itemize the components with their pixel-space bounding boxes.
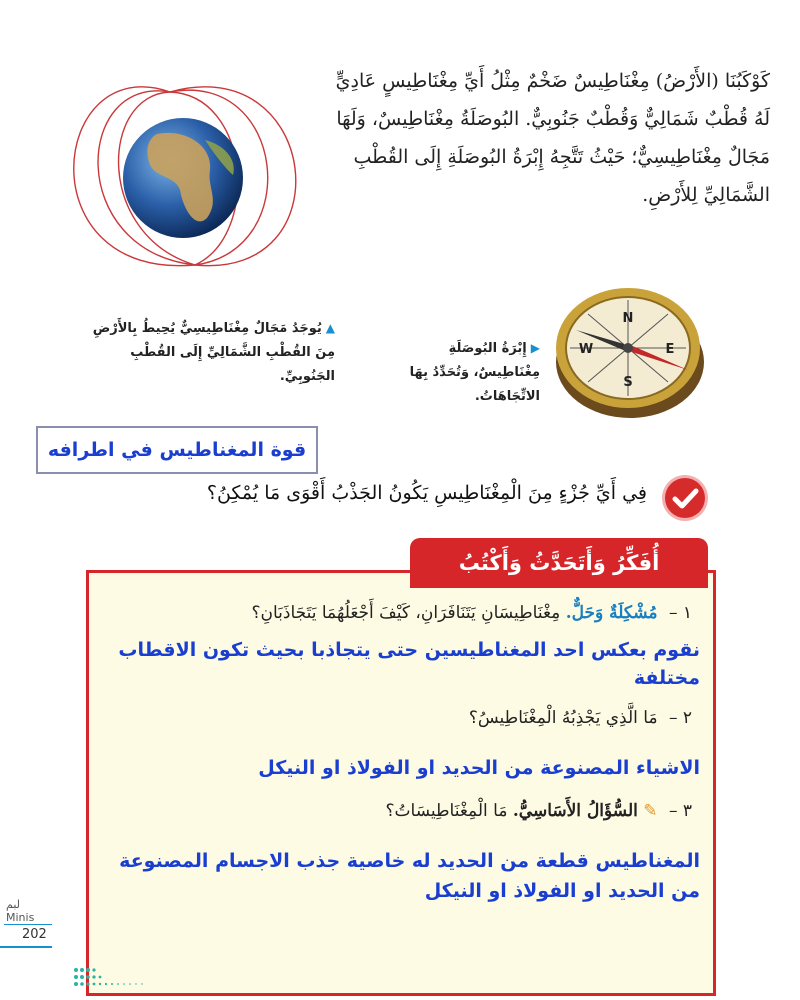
check-icon <box>665 478 705 518</box>
compass-letter-n: N <box>622 311 634 326</box>
question-1: ١ – مُشْكِلَةٌ وَحَلٌّ. مِغْنَاطِيسَانِ يَتَنَافَرَانِ، كَيْفَ أَجْعَلُهُمَا يَتَجَاذَبَانِ؟ <box>251 603 692 623</box>
earth-caption: ▲يُوجَدُ مَجَالٌ مِغْنَاطِيسِيٌّ يُحِيطُ بِالأَرْضِ مِنَ القُطْبِ الشَّمَالِيِّ إِلَى القُطْبِ الجَنُوبِيِّ. <box>92 321 335 384</box>
compass-letter-s: S <box>623 375 633 390</box>
note-box: قوة المغناطيس في اطرافه <box>36 426 318 474</box>
section-banner <box>410 538 708 588</box>
compass-caption: ▶إِبْرَةُ البُوصَلَةِ مِغْنَاطِيسٌ، وَتُحَدِّدُ بِهَا الاتِّجَاهَاتُ. <box>409 341 540 404</box>
compass-letter-w: W <box>578 342 594 357</box>
intro-paragraph: كَوْكَبُنَا (الأَرْضُ) مِغْنَاطِيسٌ ضَخْمٌ مِثْلُ أَيِّ مِغْنَاطِيسٍ عَادِيٍّ لَهُ قُطْبٌ شَمَالِيٌّ وَقُطْبٌ جَنُوبِيٌّ. البُوصَلَةُ مِغْنَاطِيسٌ، وَلَهَا مَجَالٌ مِغْنَاطِيسِيٌّ؛ حَيْثُ تَتَّجِهُ إِبْرَةُ البُوصَلَةِ إِلَى القُطْبِ الشَّمَالِيِّ لِلأَرْضِ. <box>335 70 770 206</box>
answer-3: المغناطيس قطعة من الحديد له خاصية جذب الاجسام المصنوعة من الحديد او الفولاذ او النيكل <box>119 850 700 902</box>
exercise-panel <box>86 570 716 996</box>
caption-triangle-icon: ▲ <box>325 321 335 335</box>
page-divider-bottom <box>0 946 52 948</box>
section-title: أُفَكِّرُ وَأَتَحَدَّثُ وَأَكْتُبُ <box>458 551 660 575</box>
page-brand: لبم Minis <box>6 898 35 924</box>
page-number: 202 <box>22 927 47 942</box>
question-2: ٢ – مَا الَّذِي يَجْذِبُهُ الْمِغْنَاطِيسُ؟ <box>468 708 692 728</box>
answer-1: نقوم بعكس احد المغناطيسين حتى يتجاذبا بحيث تكون الاقطاب مختلفة <box>118 639 700 689</box>
compass-letter-e: E <box>665 342 675 357</box>
compass-figure <box>548 282 708 422</box>
earth-field-figure <box>45 50 335 320</box>
caption-triangle-icon: ▶ <box>530 341 540 355</box>
page-divider <box>4 924 52 925</box>
decorative-dots <box>72 964 172 994</box>
question-3: ٣ – ✎ السُّؤَالُ الأَسَاسِيُّ. مَا الْمِغْنَاطِيسَاتُ؟ <box>385 801 692 821</box>
answer-2: الاشياء المصنوعة من الحديد او الفولاذ او النيكل <box>258 757 700 779</box>
check-question: فِي أَيِّ جُزْءٍ مِنَ الْمِغْنَاطِيسِ يَكُونُ الجَذْبُ أَقْوَى مَا يُمْكِنُ؟ <box>205 478 705 518</box>
pencil-icon: ✎ <box>643 801 658 821</box>
